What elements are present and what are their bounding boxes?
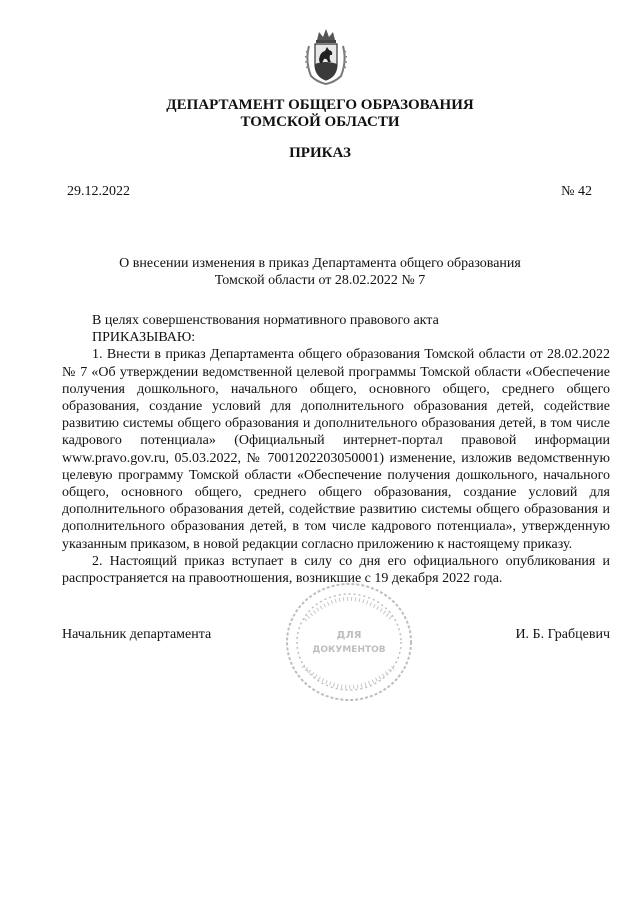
subject-line2: Томской области от 28.02.2022 № 7 xyxy=(214,273,426,288)
signatory-name: И. Б. Грабцевич xyxy=(515,627,610,642)
department-name-line2: ТОМСКОЙ ОБЛАСТИ xyxy=(240,114,400,130)
document-number: № 42 xyxy=(561,184,592,199)
subject-line1: О внесении изменения в приказ Департамента общего образования xyxy=(119,256,521,271)
official-stamp xyxy=(283,580,415,704)
item-1-paragraph: 1. Внести в приказ Департамента общего образования Томской области от 28.02.2022 № 7 «Об утверждении ведомственной целевой программы Томской области «Обеспечение получения дошкольного, начального общего, основного общего, среднего общего образования, создание условий для дополнительного образования детей, содействие развитию системы общего образования и дополнительного образования детей, в том числе кадрового потенциала» (Официальный интернет-портал правовой информации www.pravo.gov.ru, 05.03.2022, № 7001202203050001) изменение, изложив ведомственную целевую программу Томской области «Обеспечение получения дошкольного, начального общего, основного общего, среднего общего образования, создание условий для дополнительного образования детей, содействие развитию системы общего образования и дополнительного образования детей, в том числе кадрового потенциала», утвержденную указанным приказом, в новой редакции согласно приложению к настоящему приказу. xyxy=(62,347,610,552)
document-type: ПРИКАЗ xyxy=(289,145,351,161)
stamp-text-line2: ДОКУМЕНТОВ xyxy=(312,645,386,655)
signatory-title: Начальник департамента xyxy=(62,627,212,642)
department-name-line1: ДЕПАРТАМЕНТ ОБЩЕГО ОБРАЗОВАНИЯ xyxy=(166,97,474,113)
document-subject xyxy=(0,255,640,289)
coat-of-arms-icon xyxy=(303,26,349,86)
order-word: ПРИКАЗЫВАЮ: xyxy=(92,330,196,346)
item-2-paragraph: 2. Настоящий приказ вступает в силу со дня его официального опубликования и распространяется на правоотношения, возникшие с 19 декабря 2022 года. xyxy=(62,553,610,587)
intro-paragraph: В целях совершенствования нормативного правового акта xyxy=(92,313,439,328)
stamp-text-line1: ДЛЯ xyxy=(336,630,362,641)
document-date: 29.12.2022 xyxy=(67,184,130,199)
document-body xyxy=(62,312,610,587)
